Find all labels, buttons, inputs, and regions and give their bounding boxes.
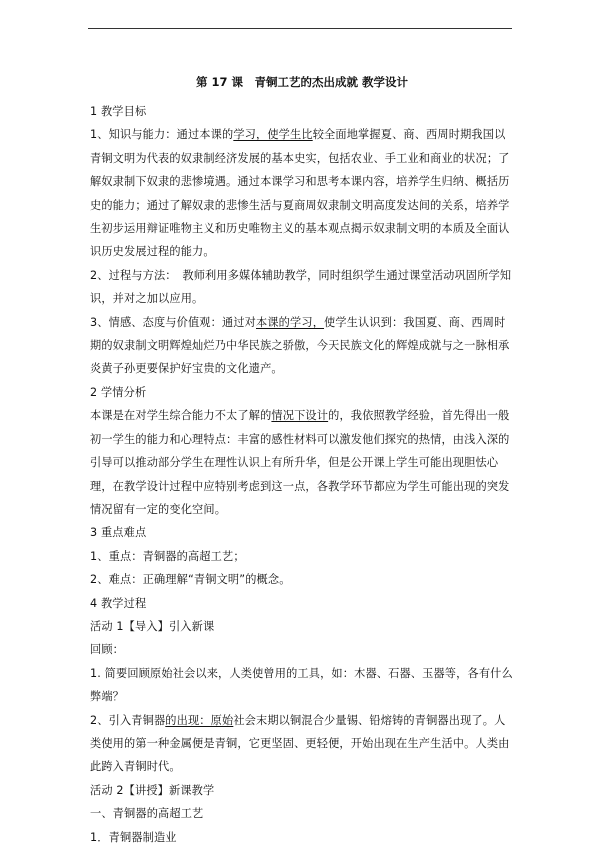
analysis-paragraph xyxy=(90,404,514,521)
section-heading-process: 4 教学过程 xyxy=(90,596,147,610)
section-heading-analysis: 2 学情分析 xyxy=(90,385,147,399)
underlined-text: 学习，使学生比 xyxy=(233,128,313,142)
objective-knowledge xyxy=(90,123,514,263)
text-run: 1、知识与能力：通过本课的 xyxy=(90,128,234,142)
text-run: 3、情感、态度与价值观：通过对 xyxy=(90,315,256,329)
text-run: 社会末期以铜混合少量锡、铅熔铸的青铜器出现了。人类使用的第一种金属便是青铜，它更坚固、更轻便，开始出现在生产生活中。人类由此跨入青铜时代。 xyxy=(90,713,510,774)
underlined-text: 的出现：原始 xyxy=(165,713,234,727)
section-heading-objectives: 1 教学目标 xyxy=(90,105,147,118)
text-run: 使学生认识到：我国夏、商、西周时期的奴隶制文明辉煌灿烂乃中华民族之骄傲，今天民族文化的辉煌成就与之一脉相承炎黄子孙更要保护好宝贵的文化遗产。 xyxy=(90,315,510,376)
keypoint-difficulty: 2、难点：正确理解“青铜文明”的概念。 xyxy=(90,573,291,587)
activity-2-heading: 活动 2【讲授】新课教学 xyxy=(90,783,215,797)
text-run: 本课是在对学生综合能力不太了解的 xyxy=(90,409,272,423)
review-label: 回顾： xyxy=(90,643,125,657)
review-question-1: 1. 简要回顾原始社会以来，人类使曾用的工具，如：木器、石器、玉器等，各有什么弊端？ xyxy=(90,666,513,704)
activity-1-heading: 活动 1【导入】引入新课 xyxy=(90,619,215,633)
objective-process: 2、过程与方法： 教师利用多媒体辅助教学，同时组织学生通过课堂活动巩固所学知识，并对之加以应用。 xyxy=(90,268,512,306)
document-title: 第 17 课 青铜工艺的杰出成就 教学设计 xyxy=(195,75,408,89)
section-heading-keypoints: 3 重点难点 xyxy=(90,526,147,540)
review-question-2 xyxy=(90,709,514,779)
text-run: 较全面地掌握夏、商、西周时期我国以青铜文明为代表的奴隶制经济发展的基本史实，包括农业、手工业和商业的状况；了解奴隶制下奴隶的悲惨境遇。通过本课学习和思考本课内容，培养学生归纳、概括历史的能力；通过了解奴隶的悲惨生活与夏商周奴隶制文明高度发达间的关系，培养学生初步运用辩证唯物主义和历史唯物主义的基本观点揭示奴隶制文明的本质及全面认识历史发展过程的能力。 xyxy=(90,128,510,259)
underlined-text: 情况下设计 xyxy=(271,409,329,423)
text-run: 2、引入青铜器 xyxy=(90,713,166,727)
subsection-item: 1．青铜器制造业 xyxy=(90,830,177,844)
document-body xyxy=(90,74,514,849)
underlined-text: 本课的学习， xyxy=(256,315,325,329)
subsection-heading: 一、青铜器的高超工艺 xyxy=(90,807,204,821)
header-rule xyxy=(88,28,512,29)
keypoint-focus: 1、重点：青铜器的高超工艺； xyxy=(90,549,245,563)
objective-attitude xyxy=(90,311,514,381)
text-run: 的，我依照教学经验，首先得出一般初一学生的能力和心理特点：丰富的感性材料可以激发他们探究的热情，由浅入深的引导可以推动部分学生在理性认识上有所升华，但是公开课上学生可能出现胆怯心理，在教学设计过程中应特别考虑到这一点，各教学环节都应为学生可能出现的突发情况留有一定的变化空间。 xyxy=(90,409,510,516)
